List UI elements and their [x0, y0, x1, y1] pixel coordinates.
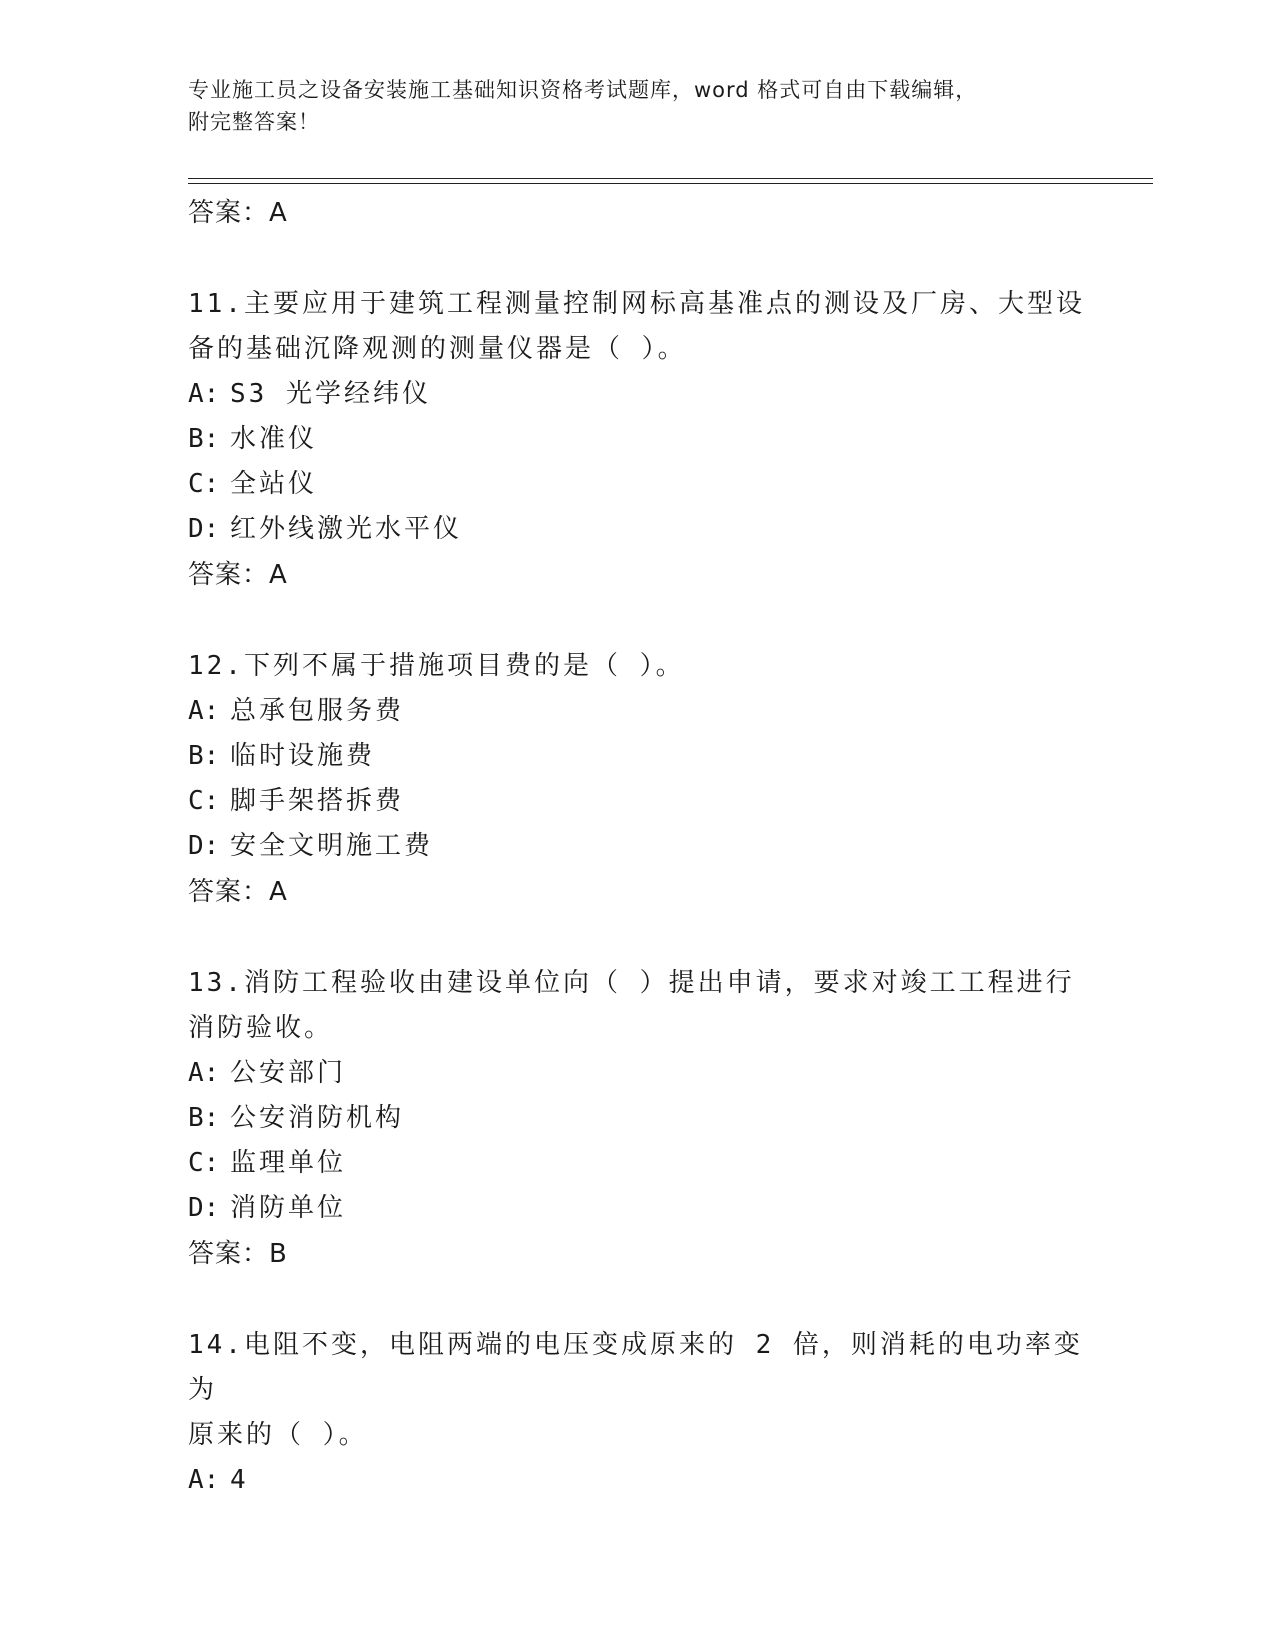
option-label: B: — [188, 1103, 220, 1133]
option-c — [188, 462, 1088, 507]
answer-line: 答案：A — [188, 560, 288, 590]
question-item — [188, 961, 1088, 1277]
option-label: A: — [188, 1058, 220, 1088]
question-stem-line: 13.消防工程验收由建设单位向（ ）提出申请，要求对竣工工程进行 — [188, 968, 1075, 998]
option-label: B: — [188, 741, 220, 771]
question-item — [188, 1323, 1088, 1503]
spacer — [188, 1277, 1088, 1323]
option-d — [188, 1186, 1088, 1231]
option-text: 监理单位 — [230, 1148, 347, 1178]
spacer — [188, 915, 1088, 961]
answer-line: 答案：A — [188, 877, 288, 907]
question-stem-line: 备的基础沉降观测的测量仪器是（ ）。 — [188, 334, 687, 364]
question-stem-line: 原来的（ ）。 — [188, 1420, 368, 1450]
option-label: B: — [188, 424, 220, 454]
answer-line: 答案：B — [188, 1239, 288, 1269]
option-label: C: — [188, 1148, 220, 1178]
option-label: C: — [188, 469, 220, 499]
option-a — [188, 372, 1088, 417]
option-text: 公安消防机构 — [230, 1103, 405, 1133]
option-text: 总承包服务费 — [230, 696, 405, 726]
option-a — [188, 1051, 1088, 1096]
document-header — [188, 74, 1068, 138]
answer-line: 答案：A — [188, 198, 288, 228]
option-label: A: — [188, 379, 220, 409]
question-item — [188, 282, 1088, 598]
question-item — [188, 644, 1088, 915]
option-label: A: — [188, 696, 220, 726]
option-a — [188, 689, 1088, 734]
option-label: A: — [188, 1465, 220, 1495]
option-text: 公安部门 — [230, 1058, 347, 1088]
option-a — [188, 1458, 1088, 1503]
header-divider-bottom — [188, 183, 1153, 184]
header-line-1: 专业施工员之设备安装施工基础知识资格考试题库，word 格式可自由下载编辑， — [188, 78, 978, 102]
option-text: 安全文明施工费 — [230, 831, 434, 861]
option-text: 红外线激光水平仪 — [230, 514, 463, 544]
option-label: D: — [188, 1193, 220, 1223]
header-divider-top — [188, 178, 1153, 179]
option-text: S3 光学经纬仪 — [230, 379, 431, 409]
option-text: 消防单位 — [230, 1193, 347, 1223]
option-b — [188, 417, 1088, 462]
option-text: 临时设施费 — [230, 741, 376, 771]
option-label: D: — [188, 831, 220, 861]
question-stem-line: 12.下列不属于措施项目费的是（ ）。 — [188, 651, 685, 681]
option-c — [188, 779, 1088, 824]
option-text: 脚手架搭拆费 — [230, 786, 405, 816]
option-label: C: — [188, 786, 220, 816]
spacer — [188, 236, 1088, 282]
question-stem-line: 11.主要应用于建筑工程测量控制网标高基准点的测设及厂房、大型设 — [188, 289, 1085, 319]
option-text: 全站仪 — [230, 469, 318, 499]
question-stem-line: 消防验收。 — [188, 1013, 334, 1043]
option-text: 水准仪 — [230, 424, 318, 454]
spacer — [188, 598, 1088, 644]
option-d — [188, 507, 1088, 552]
option-d — [188, 824, 1088, 869]
question-list — [188, 190, 1088, 1503]
question-stem-line: 14.电阻不变，电阻两端的电压变成原来的 2 倍，则消耗的电功率变为 — [188, 1330, 1083, 1405]
option-b — [188, 734, 1088, 779]
option-text: 4 — [230, 1465, 249, 1495]
option-c — [188, 1141, 1088, 1186]
option-b — [188, 1096, 1088, 1141]
header-line-2: 附完整答案！ — [188, 110, 320, 134]
option-label: D: — [188, 514, 220, 544]
